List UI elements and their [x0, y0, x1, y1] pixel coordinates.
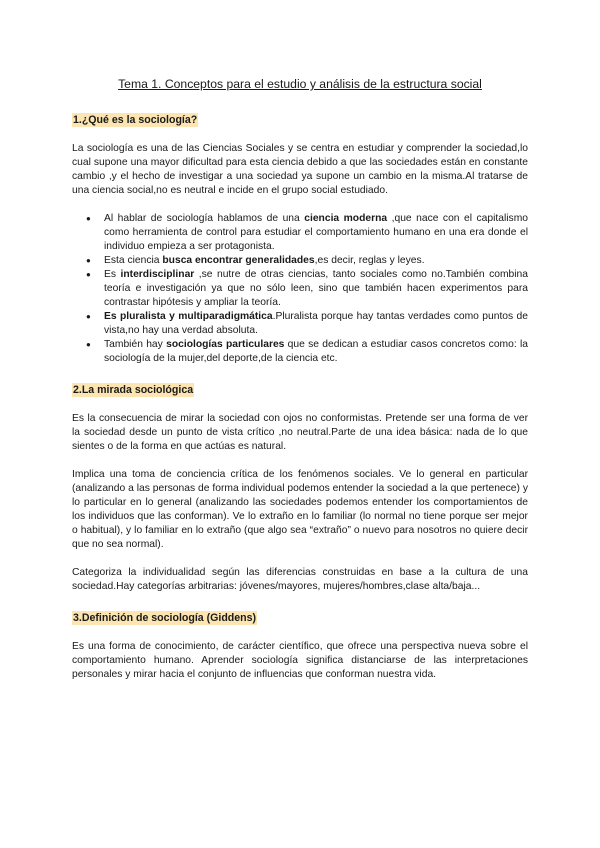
bullet-icon: ● — [86, 270, 91, 279]
section-heading-3: 3.Definición de sociología (Giddens) — [73, 612, 257, 624]
section-2-paragraph-1: Es la consecuencia de mirar la sociedad con ojos no conformistas. Pretende ser una forma de ver la sociedad desde un punto de vista crítico ,no neutral.Parte de una idea básica: nada de lo que sientes o de la forma en que actúas es natural. — [72, 413, 528, 452]
section-heading-2: 2.La mirada sociológica — [73, 384, 194, 396]
section-2-paragraph-3: Categoriza la individualidad según las diferencias construidas en base a la cultura de una sociedad.Hay categorías arbitrarias: jóvenes/mayores, mujeres/hombres,clase alta/baja... — [72, 567, 528, 592]
section-3-paragraph: Es una forma de conocimiento, de carácter científico, que ofrece una perspectiva nueva sobre el comportamiento humano. Aprender sociología significa distanciarse de las interpretaciones personales y mirar hacia el conjunto de influencias que conforman nuestra vida. — [72, 641, 528, 680]
section-1-bullet-list — [72, 212, 528, 366]
document-title: Tema 1. Conceptos para el estudio y análisis de la estructura social — [118, 77, 482, 91]
bullet-icon: ● — [86, 340, 91, 349]
list-item: ● Esta ciencia busca encontrar generalidades,es decir, reglas y leyes. — [86, 255, 425, 266]
document-page — [72, 76, 528, 696]
bullet-icon: ● — [86, 256, 91, 265]
list-item: ● Es interdisciplinar ,se nutre de otras ciencias, tanto sociales como no.También combina teoría e investigación ya que no sólo leen, sino que también hacen experimentos para contrastar hipótesis y ampliar la teoría. — [86, 269, 528, 308]
list-item: ● Es pluralista y multiparadigmática.Pluralista porque hay tantas verdades como puntos de vista,no hay una verdad absoluta. — [86, 311, 528, 336]
bullet-icon: ● — [86, 312, 91, 321]
section-1-paragraph: La sociología es una de las Ciencias Sociales y se centra en estudiar y comprender la sociedad,lo cual supone una mayor dificultad para esta ciencia debido a que las sociedades están en constante cambio ,y el hecho de investigar a una sociedad ya supone un cambio en la misma.Al tratarse de una ciencia social,no es neutral e incide en el grupo social estudiado. — [72, 143, 528, 196]
bullet-icon: ● — [86, 214, 91, 223]
list-item: ● Al hablar de sociología hablamos de una ciencia moderna ,que nace con el capitalismo como herramienta de control para estudiar el comportamiento humano en una era donde el individuo empieza a ser protagonista. — [86, 213, 529, 252]
section-heading-1: 1.¿Qué es la sociología? — [73, 114, 198, 126]
section-2-paragraph-2: Implica una toma de conciencia crítica de los fenómenos sociales. Ve lo general en particular (analizando a las personas de forma individual podemos entender la sociedad a la que pertenece) y lo particular en lo general (analizando las sociedades podemos entender los comportamientos de los individuos que las conforman). Ve lo extraño en lo familiar (lo normal no tiene porque ser mejor o habitual), y lo familiar en lo extraño (que algo sea “extraño” o nuevo para nosotros no quiere decir que no sea normal). — [72, 469, 528, 550]
list-item: ● También hay sociologías particulares que se dedican a estudiar casos concretos como: la sociología de la mujer,del deporte,de la ciencia etc. — [86, 339, 529, 364]
